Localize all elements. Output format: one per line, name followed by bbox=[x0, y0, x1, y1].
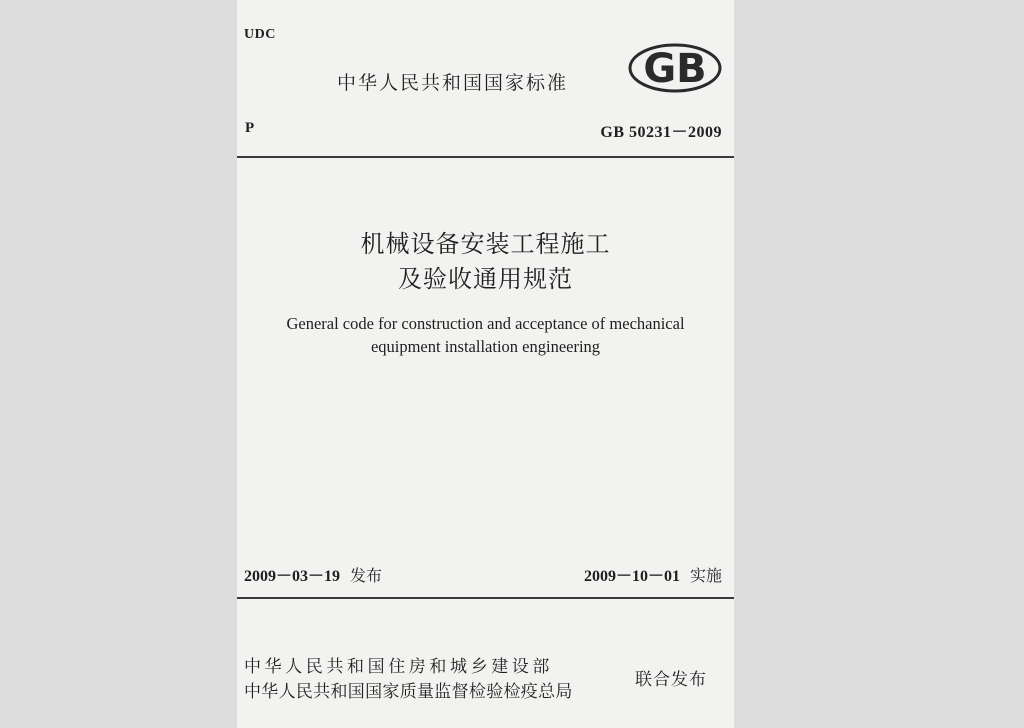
issuer-2: 中华人民共和国国家质量监督检验检疫总局 bbox=[244, 682, 573, 702]
bottom-divider bbox=[237, 597, 734, 599]
implement-label: 实施 bbox=[689, 566, 722, 585]
implement-date-value: 2009－10－01 bbox=[583, 568, 680, 585]
implement-date bbox=[584, 563, 722, 586]
title-en-line-2: equipment installation engineering bbox=[370, 337, 601, 356]
top-divider bbox=[237, 156, 734, 158]
joint-publish-label: 联合发布 bbox=[635, 670, 707, 690]
title-cn-line-1: 机械设备安装工程施工 bbox=[360, 230, 611, 258]
issue-date-value: 2009－03－19 bbox=[244, 568, 341, 585]
svg-text:GB: GB bbox=[643, 46, 707, 92]
standard-code: GB 50231－2009 bbox=[600, 124, 722, 141]
title-en-line-1: General code for construction and acceptance of mechanical bbox=[286, 314, 685, 333]
category-code: P bbox=[245, 120, 255, 136]
cover-page bbox=[237, 0, 734, 728]
issue-date bbox=[244, 563, 382, 586]
title-cn-line-2: 及验收通用规范 bbox=[398, 265, 573, 293]
gb-logo bbox=[628, 43, 722, 93]
issue-label: 发布 bbox=[350, 566, 383, 585]
national-standard-heading: 中华人民共和国国家标准 bbox=[337, 72, 569, 94]
udc-label: UDC bbox=[244, 27, 276, 42]
issuer-1: 中华人民共和国住房和城乡建设部 bbox=[244, 657, 553, 677]
